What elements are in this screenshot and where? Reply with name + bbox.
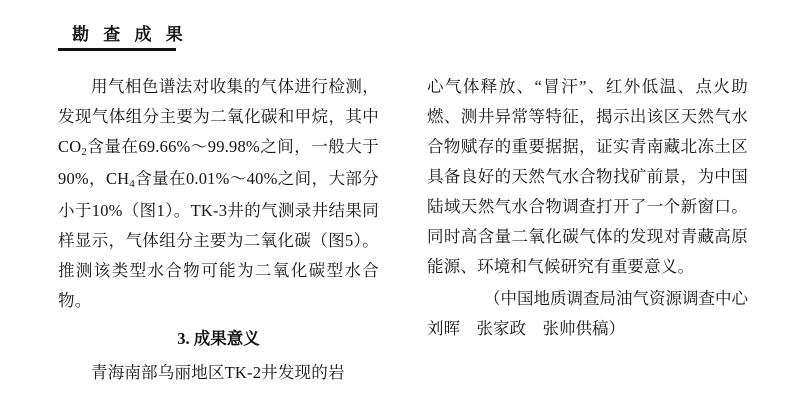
two-column-body [58, 72, 748, 388]
page-header [58, 20, 748, 54]
page-title: 勘 查 成 果 [72, 25, 188, 44]
credit-line-1: （中国地质调查局油气资源调查中心 [484, 289, 748, 308]
right-paragraph-1: 心气体释放、“冒汗”、红外低温、点火助燃、测井异常等特征，揭示出该区天然气水合物赋存的重要据据，证实青南藏北冻土区具备良好的天然气水合物找矿前景，为中国陆域天然气水合物调查打开了一个新窗口。同时高含量二氧化碳气体的发现对青藏高原能源、环境和气候研究有重要意义。 [427, 77, 748, 276]
left-paragraph-1-text-c: 含量在0.01%～40%之间，大部分小于10%（图1）。TK-3井的气测录井结果同样显示，气体组分主要为二氧化碳（图5）。推测该类型水合物可能为二氧化碳型水合物。 [58, 169, 379, 310]
header-underline [58, 48, 176, 51]
credit-line-2: 刘晖 张家政 张帅供稿） [427, 319, 625, 338]
right-column [427, 72, 748, 388]
left-paragraph-1-text-a: 用气相色谱法对收集的气体进行检测，发现气体组分主要为二氧化碳和甲烷，其中CO [58, 77, 379, 156]
ch4-subscript: 4 [129, 178, 135, 190]
co2-subscript: 2 [81, 146, 88, 158]
section-heading-3: 3. 成果意义 [177, 329, 260, 348]
left-paragraph-2: 青海南部乌丽地区TK-2井发现的岩 [91, 363, 345, 382]
left-paragraph-1 [58, 72, 379, 316]
left-column [58, 72, 379, 388]
left-paragraph-1-text-b: 含量在69.66%～99.98%之间，一般大于90%，CH [58, 137, 379, 188]
